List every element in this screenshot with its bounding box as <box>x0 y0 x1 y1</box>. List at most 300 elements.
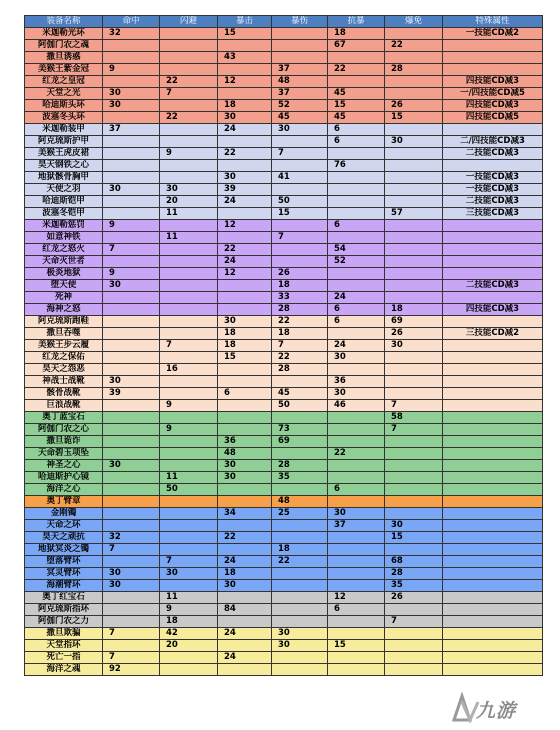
crit-damage-cell: 7 <box>272 232 328 244</box>
special-cell <box>443 316 543 328</box>
crit-resist-cell: 6 <box>328 220 385 232</box>
table-row <box>25 112 543 124</box>
special-cell <box>443 520 543 532</box>
crit-resist-cell <box>328 424 385 436</box>
table-row <box>25 484 543 496</box>
dodge-cell <box>160 448 218 460</box>
crit-damage-cell: 69 <box>272 436 328 448</box>
crit-resist-cell: 6 <box>328 136 385 148</box>
dodge-cell <box>160 436 218 448</box>
equipment-name-cell: 撒旦诡诈 <box>25 436 103 448</box>
special-cell <box>443 484 543 496</box>
crit-damage-cell <box>272 376 328 388</box>
crit-damage-cell <box>272 448 328 460</box>
crit-resist-cell <box>328 556 385 568</box>
equipment-name-cell: 波塞冬头环 <box>25 112 103 124</box>
equipment-name-cell: 极炎地狱 <box>25 268 103 280</box>
crit-immune-cell: 18 <box>385 304 443 316</box>
crit-damage-cell <box>272 244 328 256</box>
table-row <box>25 160 543 172</box>
dodge-cell: 22 <box>160 112 218 124</box>
accuracy-cell <box>103 604 160 616</box>
special-cell <box>443 592 543 604</box>
dodge-cell <box>160 172 218 184</box>
crit-damage-cell <box>272 604 328 616</box>
crit-cell: 30 <box>218 112 272 124</box>
special-cell <box>443 496 543 508</box>
crit-resist-cell <box>328 148 385 160</box>
accuracy-cell: 9 <box>103 220 160 232</box>
crit-cell <box>218 88 272 100</box>
equipment-name-cell: 米迦勒光环 <box>25 28 103 40</box>
special-cell <box>443 628 543 640</box>
accuracy-cell <box>103 304 160 316</box>
crit-immune-cell: 7 <box>385 400 443 412</box>
crit-resist-cell <box>328 328 385 340</box>
crit-cell <box>218 412 272 424</box>
accuracy-cell: 9 <box>103 64 160 76</box>
crit-cell: 30 <box>218 316 272 328</box>
accuracy-cell <box>103 160 160 172</box>
crit-cell: 30 <box>218 460 272 472</box>
dodge-cell <box>160 316 218 328</box>
equipment-name-cell: 海潮臂环 <box>25 580 103 592</box>
crit-immune-cell: 15 <box>385 112 443 124</box>
dodge-cell: 20 <box>160 196 218 208</box>
accuracy-cell: 30 <box>103 568 160 580</box>
crit-damage-cell: 30 <box>272 628 328 640</box>
table-row <box>25 28 543 40</box>
crit-cell: 18 <box>218 100 272 112</box>
special-cell: 二技能CD减3 <box>443 148 543 160</box>
equipment-name-cell: 冥灵臂环 <box>25 568 103 580</box>
table-row <box>25 652 543 664</box>
equipment-name-cell: 地狱骸骨胸甲 <box>25 172 103 184</box>
dodge-cell <box>160 244 218 256</box>
crit-resist-cell <box>328 616 385 628</box>
table-row <box>25 208 543 220</box>
dodge-cell <box>160 136 218 148</box>
equipment-name-cell: 海神之怒 <box>25 304 103 316</box>
crit-immune-cell: 28 <box>385 568 443 580</box>
special-cell <box>443 544 543 556</box>
equipment-name-cell: 天堂指环 <box>25 640 103 652</box>
crit-resist-cell: 52 <box>328 256 385 268</box>
crit-cell <box>218 376 272 388</box>
crit-immune-cell <box>385 256 443 268</box>
crit-resist-cell: 36 <box>328 376 385 388</box>
dodge-cell <box>160 664 218 676</box>
table-row <box>25 340 543 352</box>
crit-resist-cell <box>328 280 385 292</box>
accuracy-cell <box>103 172 160 184</box>
dodge-cell: 9 <box>160 400 218 412</box>
crit-cell <box>218 232 272 244</box>
crit-damage-cell <box>272 412 328 424</box>
equipment-name-cell: 死神 <box>25 292 103 304</box>
crit-resist-cell <box>328 472 385 484</box>
equipment-name-cell: 地狱冥炎之镯 <box>25 544 103 556</box>
dodge-cell: 9 <box>160 604 218 616</box>
crit-damage-cell: 41 <box>272 172 328 184</box>
crit-cell <box>218 304 272 316</box>
crit-damage-cell: 73 <box>272 424 328 436</box>
table-row <box>25 316 543 328</box>
crit-immune-cell <box>385 436 443 448</box>
equipment-name-cell: 阿克琉斯护甲 <box>25 136 103 148</box>
special-cell <box>443 412 543 424</box>
crit-cell: 6 <box>218 388 272 400</box>
table-row <box>25 556 543 568</box>
crit-immune-cell <box>385 472 443 484</box>
equipment-name-cell: 撒旦欺骗 <box>25 628 103 640</box>
crit-cell <box>218 592 272 604</box>
crit-cell <box>218 280 272 292</box>
accuracy-cell: 30 <box>103 184 160 196</box>
crit-damage-cell <box>272 652 328 664</box>
table-row <box>25 292 543 304</box>
equipment-name-cell: 天堂之光 <box>25 88 103 100</box>
crit-cell: 18 <box>218 328 272 340</box>
table-row <box>25 532 543 544</box>
crit-cell <box>218 208 272 220</box>
crit-cell: 22 <box>218 532 272 544</box>
table-row <box>25 268 543 280</box>
crit-immune-cell: 15 <box>385 532 443 544</box>
header-special: 特殊属性 <box>443 16 543 28</box>
crit-immune-cell <box>385 28 443 40</box>
crit-cell <box>218 424 272 436</box>
table-row <box>25 388 543 400</box>
accuracy-cell <box>103 448 160 460</box>
accuracy-cell: 32 <box>103 532 160 544</box>
crit-damage-cell <box>272 136 328 148</box>
crit-immune-cell <box>385 448 443 460</box>
header-crit: 暴击 <box>218 16 272 28</box>
crit-immune-cell <box>385 268 443 280</box>
crit-immune-cell: 7 <box>385 616 443 628</box>
crit-cell <box>218 520 272 532</box>
equipment-name-cell: 米迦勒装甲 <box>25 124 103 136</box>
crit-cell <box>218 616 272 628</box>
special-cell <box>443 376 543 388</box>
dodge-cell <box>160 544 218 556</box>
table-row <box>25 496 543 508</box>
special-cell: 四技能CD减5 <box>443 112 543 124</box>
equipment-name-cell: 海洋之心 <box>25 484 103 496</box>
equipment-name-cell: 如意神铁 <box>25 232 103 244</box>
accuracy-cell: 7 <box>103 244 160 256</box>
crit-damage-cell: 28 <box>272 460 328 472</box>
dodge-cell: 11 <box>160 472 218 484</box>
special-cell <box>443 532 543 544</box>
crit-cell: 84 <box>218 604 272 616</box>
crit-damage-cell: 22 <box>272 316 328 328</box>
crit-resist-cell <box>328 652 385 664</box>
dodge-cell: 20 <box>160 640 218 652</box>
crit-immune-cell: 22 <box>385 40 443 52</box>
crit-cell <box>218 292 272 304</box>
crit-resist-cell: 18 <box>328 28 385 40</box>
accuracy-cell <box>103 616 160 628</box>
crit-cell <box>218 640 272 652</box>
crit-immune-cell: 26 <box>385 100 443 112</box>
equipment-name-cell: 红龙之保佑 <box>25 352 103 364</box>
special-cell: 一/四技能CD减5 <box>443 88 543 100</box>
dodge-cell: 7 <box>160 88 218 100</box>
dodge-cell <box>160 388 218 400</box>
crit-damage-cell <box>272 256 328 268</box>
equipment-name-cell: 阿伽门农之魂 <box>25 40 103 52</box>
accuracy-cell <box>103 400 160 412</box>
equipment-name-cell: 天命碧玉项坠 <box>25 448 103 460</box>
special-cell <box>443 640 543 652</box>
crit-damage-cell: 37 <box>272 88 328 100</box>
accuracy-cell <box>103 40 160 52</box>
special-cell <box>443 604 543 616</box>
crit-resist-cell <box>328 196 385 208</box>
crit-immune-cell: 30 <box>385 340 443 352</box>
table-row <box>25 172 543 184</box>
special-cell <box>443 388 543 400</box>
special-cell <box>443 436 543 448</box>
equipment-name-cell: 哈迪斯头环 <box>25 100 103 112</box>
crit-damage-cell <box>272 532 328 544</box>
equipment-name-cell: 阿伽门农之力 <box>25 616 103 628</box>
dodge-cell: 22 <box>160 76 218 88</box>
special-cell <box>443 64 543 76</box>
dodge-cell <box>160 352 218 364</box>
special-cell <box>443 568 543 580</box>
crit-cell: 12 <box>218 220 272 232</box>
crit-resist-cell: 24 <box>328 292 385 304</box>
crit-resist-cell <box>328 52 385 64</box>
equipment-name-cell: 奥丁臂章 <box>25 496 103 508</box>
equipment-name-cell: 死亡一指 <box>25 652 103 664</box>
accuracy-cell <box>103 148 160 160</box>
table-row <box>25 628 543 640</box>
accuracy-cell <box>103 412 160 424</box>
crit-cell <box>218 40 272 52</box>
special-cell: 三技能CD减3 <box>443 208 543 220</box>
crit-immune-cell <box>385 544 443 556</box>
dodge-cell: 50 <box>160 484 218 496</box>
dodge-cell: 11 <box>160 208 218 220</box>
header-crit-damage: 暴伤 <box>272 16 328 28</box>
crit-immune-cell: 30 <box>385 520 443 532</box>
equipment-name-cell: 红龙之怒火 <box>25 244 103 256</box>
crit-resist-cell: 12 <box>328 592 385 604</box>
crit-immune-cell <box>385 280 443 292</box>
accuracy-cell <box>103 484 160 496</box>
dodge-cell <box>160 52 218 64</box>
dodge-cell: 30 <box>160 568 218 580</box>
accuracy-cell <box>103 352 160 364</box>
special-cell <box>443 160 543 172</box>
table-row <box>25 436 543 448</box>
equipment-name-cell: 阿克琉斯跑鞋 <box>25 316 103 328</box>
accuracy-cell: 7 <box>103 628 160 640</box>
crit-immune-cell <box>385 508 443 520</box>
equipment-name-cell: 骸骨战靴 <box>25 388 103 400</box>
special-cell <box>443 616 543 628</box>
table-row <box>25 640 543 652</box>
accuracy-cell <box>103 496 160 508</box>
equipment-name-cell: 昊天之怨恶 <box>25 364 103 376</box>
special-cell: 四技能CD减3 <box>443 76 543 88</box>
dodge-cell <box>160 280 218 292</box>
special-cell: 一技能CD减3 <box>443 184 543 196</box>
crit-damage-cell: 18 <box>272 280 328 292</box>
special-cell <box>443 220 543 232</box>
special-cell <box>443 448 543 460</box>
equipment-name-cell: 美猴王虎皮裙 <box>25 148 103 160</box>
crit-cell: 34 <box>218 508 272 520</box>
equipment-name-cell: 美猴王紫金冠 <box>25 64 103 76</box>
table-row <box>25 352 543 364</box>
crit-immune-cell: 30 <box>385 136 443 148</box>
crit-damage-cell: 33 <box>272 292 328 304</box>
crit-resist-cell: 15 <box>328 640 385 652</box>
crit-damage-cell <box>272 220 328 232</box>
crit-immune-cell <box>385 52 443 64</box>
accuracy-cell: 39 <box>103 388 160 400</box>
crit-resist-cell: 6 <box>328 316 385 328</box>
accuracy-cell <box>103 508 160 520</box>
header-row <box>25 16 543 28</box>
accuracy-cell <box>103 76 160 88</box>
crit-cell: 39 <box>218 184 272 196</box>
crit-immune-cell <box>385 196 443 208</box>
crit-immune-cell <box>385 244 443 256</box>
special-cell <box>443 460 543 472</box>
crit-cell <box>218 364 272 376</box>
crit-resist-cell: 22 <box>328 448 385 460</box>
crit-damage-cell <box>272 484 328 496</box>
table-row <box>25 328 543 340</box>
special-cell <box>443 472 543 484</box>
table-row <box>25 40 543 52</box>
crit-cell: 18 <box>218 340 272 352</box>
special-cell <box>443 268 543 280</box>
accuracy-cell <box>103 292 160 304</box>
dodge-cell <box>160 28 218 40</box>
equipment-name-cell: 堕天使 <box>25 280 103 292</box>
accuracy-cell: 30 <box>103 376 160 388</box>
equipment-name-cell: 撒旦诱惑 <box>25 52 103 64</box>
table-row <box>25 448 543 460</box>
equipment-name-cell: 巨浪战靴 <box>25 400 103 412</box>
accuracy-cell: 30 <box>103 580 160 592</box>
table-row <box>25 664 543 676</box>
accuracy-cell <box>103 112 160 124</box>
crit-resist-cell <box>328 208 385 220</box>
crit-resist-cell <box>328 232 385 244</box>
crit-resist-cell <box>328 268 385 280</box>
crit-resist-cell <box>328 412 385 424</box>
crit-damage-cell: 22 <box>272 556 328 568</box>
crit-cell: 22 <box>218 244 272 256</box>
accuracy-cell: 7 <box>103 652 160 664</box>
table-row <box>25 256 543 268</box>
crit-immune-cell <box>385 148 443 160</box>
dodge-cell <box>160 496 218 508</box>
crit-damage-cell: 48 <box>272 496 328 508</box>
crit-damage-cell: 22 <box>272 352 328 364</box>
dodge-cell <box>160 532 218 544</box>
crit-resist-cell <box>328 532 385 544</box>
table-row <box>25 616 543 628</box>
dodge-cell <box>160 160 218 172</box>
crit-resist-cell <box>328 172 385 184</box>
dodge-cell <box>160 40 218 52</box>
table-row <box>25 124 543 136</box>
special-cell: 一技能CD减3 <box>443 172 543 184</box>
dodge-cell <box>160 124 218 136</box>
special-cell: 二技能CD减3 <box>443 196 543 208</box>
crit-immune-cell <box>385 232 443 244</box>
crit-cell: 12 <box>218 268 272 280</box>
special-cell <box>443 364 543 376</box>
special-cell <box>443 244 543 256</box>
crit-cell <box>218 664 272 676</box>
accuracy-cell: 32 <box>103 28 160 40</box>
crit-immune-cell <box>385 604 443 616</box>
crit-damage-cell: 50 <box>272 196 328 208</box>
crit-resist-cell: 30 <box>328 352 385 364</box>
equipment-name-cell: 堕落臂环 <box>25 556 103 568</box>
crit-cell <box>218 544 272 556</box>
dodge-cell <box>160 580 218 592</box>
table-row <box>25 592 543 604</box>
crit-resist-cell: 30 <box>328 388 385 400</box>
crit-damage-cell <box>272 568 328 580</box>
crit-resist-cell: 22 <box>328 64 385 76</box>
crit-immune-cell <box>385 484 443 496</box>
crit-immune-cell <box>385 184 443 196</box>
crit-resist-cell: 45 <box>328 112 385 124</box>
table-row <box>25 196 543 208</box>
table-row <box>25 220 543 232</box>
header-crit-immune: 爆免 <box>385 16 443 28</box>
dodge-cell <box>160 520 218 532</box>
header-name: 装备名称 <box>25 16 103 28</box>
table-row <box>25 88 543 100</box>
dodge-cell: 11 <box>160 592 218 604</box>
crit-immune-cell <box>385 376 443 388</box>
special-cell: 二技能CD减3 <box>443 280 543 292</box>
table-body <box>25 28 543 676</box>
crit-immune-cell: 57 <box>385 208 443 220</box>
crit-cell: 30 <box>218 472 272 484</box>
crit-cell: 24 <box>218 124 272 136</box>
special-cell: 四技能CD减3 <box>443 304 543 316</box>
equipment-stats-table <box>24 15 543 676</box>
dodge-cell: 9 <box>160 148 218 160</box>
equipment-name-cell: 天命灭世者 <box>25 256 103 268</box>
equipment-name-cell: 神战士战靴 <box>25 376 103 388</box>
crit-resist-cell: 15 <box>328 100 385 112</box>
crit-damage-cell: 52 <box>272 100 328 112</box>
accuracy-cell: 92 <box>103 664 160 676</box>
header-accuracy: 命中 <box>103 16 160 28</box>
accuracy-cell <box>103 556 160 568</box>
table-row <box>25 64 543 76</box>
table-row <box>25 76 543 88</box>
crit-immune-cell: 35 <box>385 580 443 592</box>
table-row <box>25 100 543 112</box>
accuracy-cell <box>103 364 160 376</box>
